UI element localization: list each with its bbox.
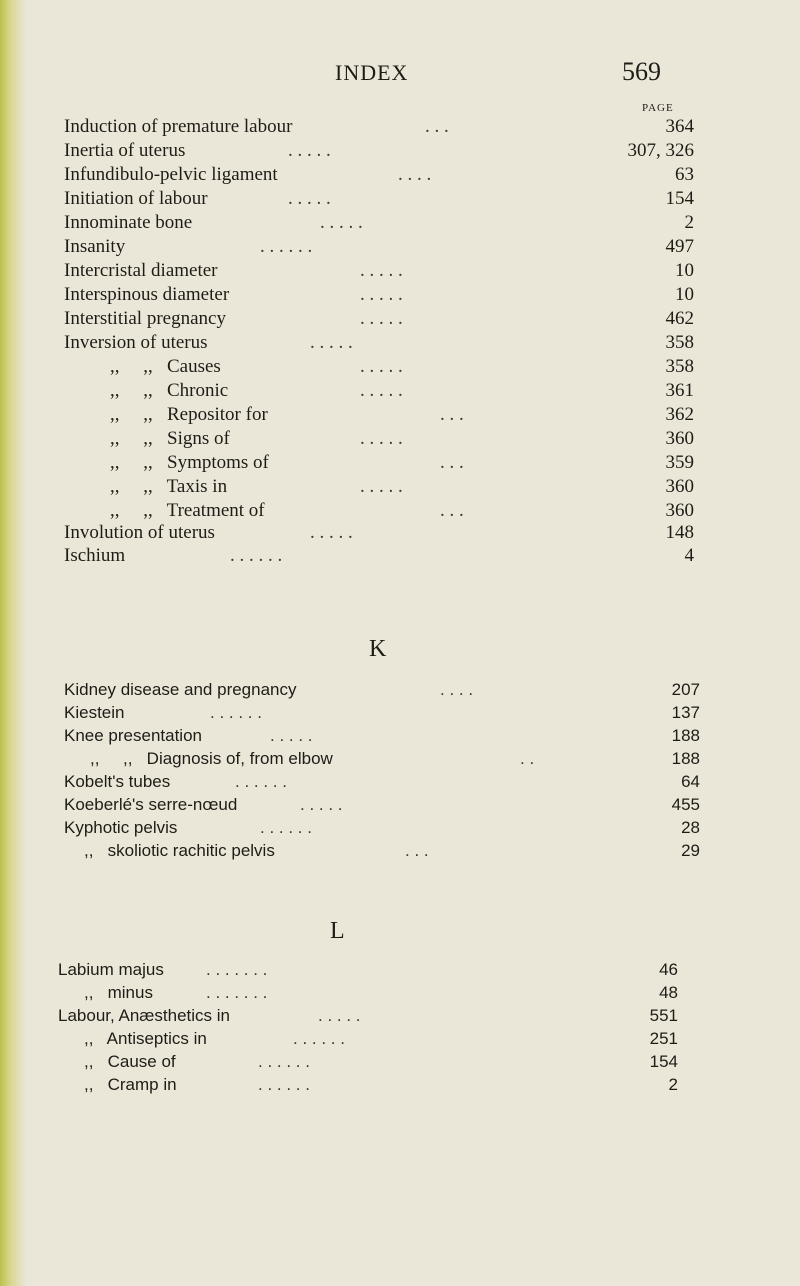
- entry-label: Kobelt's tubes: [64, 772, 171, 791]
- entry-page: 29: [681, 841, 700, 860]
- index-entry: [64, 793, 710, 816]
- entry-label: ,, ,, Signs of: [110, 428, 230, 449]
- entry-leader: . . . . .: [288, 188, 331, 209]
- entry-page: 455: [671, 795, 700, 814]
- index-entry: [64, 211, 710, 234]
- index-entry: [64, 331, 710, 354]
- index-entry: [64, 187, 710, 210]
- index-entry: [70, 451, 710, 474]
- index-entry: [64, 678, 710, 701]
- entry-label: Involution of uterus: [64, 522, 215, 543]
- index-entry: [70, 475, 710, 498]
- entry-page: 551: [649, 1006, 678, 1025]
- entry-leader: . . . . . . .: [206, 983, 268, 1002]
- entry-label: Labour, Anæsthetics in: [58, 1006, 231, 1025]
- entry-label: ,, ,, Causes: [110, 356, 221, 377]
- entry-page: 137: [671, 703, 700, 722]
- entry-leader: . . . . . .: [230, 545, 283, 566]
- entry-leader: . . . . .: [360, 284, 403, 305]
- page-column-label: PAGE: [642, 102, 674, 114]
- entry-page: 362: [665, 404, 694, 425]
- entry-leader: . . .: [405, 841, 429, 860]
- entry-page: 148: [665, 522, 694, 543]
- entry-leader: . . . . .: [310, 332, 353, 353]
- index-entry: [70, 499, 710, 522]
- entry-label: Labium majus: [58, 960, 164, 979]
- entry-label: Infundibulo-pelvic ligament: [64, 164, 278, 185]
- entry-label: Knee presentation: [64, 726, 202, 745]
- entry-page: 188: [671, 726, 700, 745]
- entry-label: Ischium: [64, 545, 126, 566]
- entry-leader: . . .: [440, 500, 464, 521]
- entry-page: 4: [684, 545, 694, 566]
- index-entry: [58, 1073, 698, 1096]
- entry-page: 154: [649, 1052, 678, 1071]
- entry-page: 2: [684, 212, 694, 233]
- entry-leader: . . . . .: [318, 1006, 361, 1025]
- entry-leader: . . . . .: [310, 522, 353, 543]
- index-entry: [64, 163, 710, 186]
- index-entry: [64, 259, 710, 282]
- entry-label: ,, Antiseptics in: [84, 1029, 207, 1048]
- entry-label: ,, ,, Repositor for: [110, 404, 268, 425]
- entry-page: 64: [681, 772, 700, 791]
- index-entry: [64, 521, 710, 544]
- entry-page: 154: [665, 188, 694, 209]
- entry-leader: . . . . .: [320, 212, 363, 233]
- entry-label: Innominate bone: [64, 212, 193, 233]
- entry-leader: . . .: [425, 116, 449, 137]
- entry-page: 207: [671, 680, 700, 699]
- entry-leader: . . . . . .: [293, 1029, 345, 1048]
- entry-leader: . . . . .: [360, 308, 403, 329]
- entry-label: ,, ,, Diagnosis of, from elbow: [90, 749, 333, 768]
- entry-page: 358: [665, 332, 694, 353]
- index-entry: [64, 544, 710, 567]
- entry-page: 2: [668, 1075, 678, 1094]
- entry-label: ,, Cramp in: [84, 1075, 177, 1094]
- entry-leader: . . .: [440, 452, 464, 473]
- entry-label: Initiation of labour: [64, 188, 208, 209]
- page-number: 569: [622, 57, 661, 86]
- entry-page: 364: [665, 116, 694, 137]
- entry-leader: . . . . .: [360, 356, 403, 377]
- entry-page: 188: [671, 749, 700, 768]
- entry-page: 251: [649, 1029, 678, 1048]
- index-entry: [70, 403, 710, 426]
- entry-leader: . . . . . .: [260, 818, 312, 837]
- entry-leader: . . . . . .: [260, 236, 313, 257]
- index-entry: [64, 307, 710, 330]
- entry-leader: . . . . . .: [258, 1075, 310, 1094]
- entry-leader: . .: [520, 749, 535, 768]
- index-entry: [64, 816, 710, 839]
- index-entry: [70, 427, 710, 450]
- entry-label: Koeberlé's serre-nœud: [64, 795, 238, 814]
- entry-label: ,, ,, Taxis in: [110, 476, 228, 497]
- entry-page: 28: [681, 818, 700, 837]
- entry-label: Kiestein: [64, 703, 125, 722]
- entry-leader: . . . . .: [360, 260, 403, 281]
- entry-label: ,, ,, Chronic: [110, 380, 229, 401]
- index-entry: [64, 701, 710, 724]
- index-entry: [70, 379, 710, 402]
- index-entry: [64, 283, 710, 306]
- entry-label: Induction of premature labour: [64, 116, 293, 137]
- entry-leader: . . . . .: [288, 140, 331, 161]
- index-entry: [58, 981, 698, 1004]
- entry-page: 360: [665, 428, 694, 449]
- entry-label: Intercristal diameter: [64, 260, 218, 281]
- entry-page: 48: [659, 983, 678, 1002]
- entry-label: Insanity: [64, 236, 126, 257]
- entry-leader: . . . . .: [270, 726, 313, 745]
- entry-leader: . . . . . . .: [206, 960, 268, 979]
- entry-label: ,, minus: [84, 983, 153, 1002]
- index-entry: [70, 355, 710, 378]
- entry-leader: . . . . .: [300, 795, 343, 814]
- entry-leader: . . . . .: [360, 476, 403, 497]
- index-entry: [58, 958, 698, 981]
- entry-page: 497: [665, 236, 694, 257]
- section-heading-l: L: [330, 918, 345, 944]
- section-heading-k: K: [369, 636, 387, 662]
- index-entry: [70, 839, 710, 862]
- entry-page: 10: [675, 284, 694, 305]
- entry-page: 361: [665, 380, 694, 401]
- entry-leader: . . . . .: [360, 428, 403, 449]
- index-entry: [64, 139, 710, 162]
- entry-page: 360: [665, 500, 694, 521]
- entry-label: ,, skoliotic rachitic pelvis: [84, 841, 275, 860]
- entry-page: 63: [675, 164, 694, 185]
- index-entry: [58, 1004, 698, 1027]
- index-entry: [64, 115, 710, 138]
- entry-page: 307, 326: [627, 140, 694, 161]
- index-entry: [64, 235, 710, 258]
- index-entry: [58, 1027, 698, 1050]
- index-entry: [64, 770, 710, 793]
- entry-page: 359: [665, 452, 694, 473]
- entry-label: ,, ,, Symptoms of: [110, 452, 269, 473]
- entry-leader: . . . .: [398, 164, 432, 185]
- entry-leader: . . . . . .: [258, 1052, 310, 1071]
- entry-label: Interstitial pregnancy: [64, 308, 226, 329]
- entry-page: 46: [659, 960, 678, 979]
- entry-page: 360: [665, 476, 694, 497]
- entry-leader: . . . . .: [360, 380, 403, 401]
- entry-leader: . . .: [440, 404, 464, 425]
- entry-label: ,, Cause of: [84, 1052, 176, 1071]
- entry-page: 358: [665, 356, 694, 377]
- entry-label: Inversion of uterus: [64, 332, 208, 353]
- entry-label: ,, ,, Treatment of: [110, 500, 265, 521]
- entry-page: 10: [675, 260, 694, 281]
- entry-page: 462: [665, 308, 694, 329]
- entry-label: Kidney disease and pregnancy: [64, 680, 297, 699]
- entry-leader: . . . . . .: [235, 772, 287, 791]
- entry-leader: . . . .: [440, 680, 474, 699]
- index-entry: [58, 1050, 698, 1073]
- index-entry: [70, 747, 710, 770]
- entry-label: Kyphotic pelvis: [64, 818, 178, 837]
- entry-label: Interspinous diameter: [64, 284, 230, 305]
- running-title: INDEX: [335, 60, 409, 85]
- entry-leader: . . . . . .: [210, 703, 262, 722]
- index-entry: [64, 724, 710, 747]
- entry-label: Inertia of uterus: [64, 140, 186, 161]
